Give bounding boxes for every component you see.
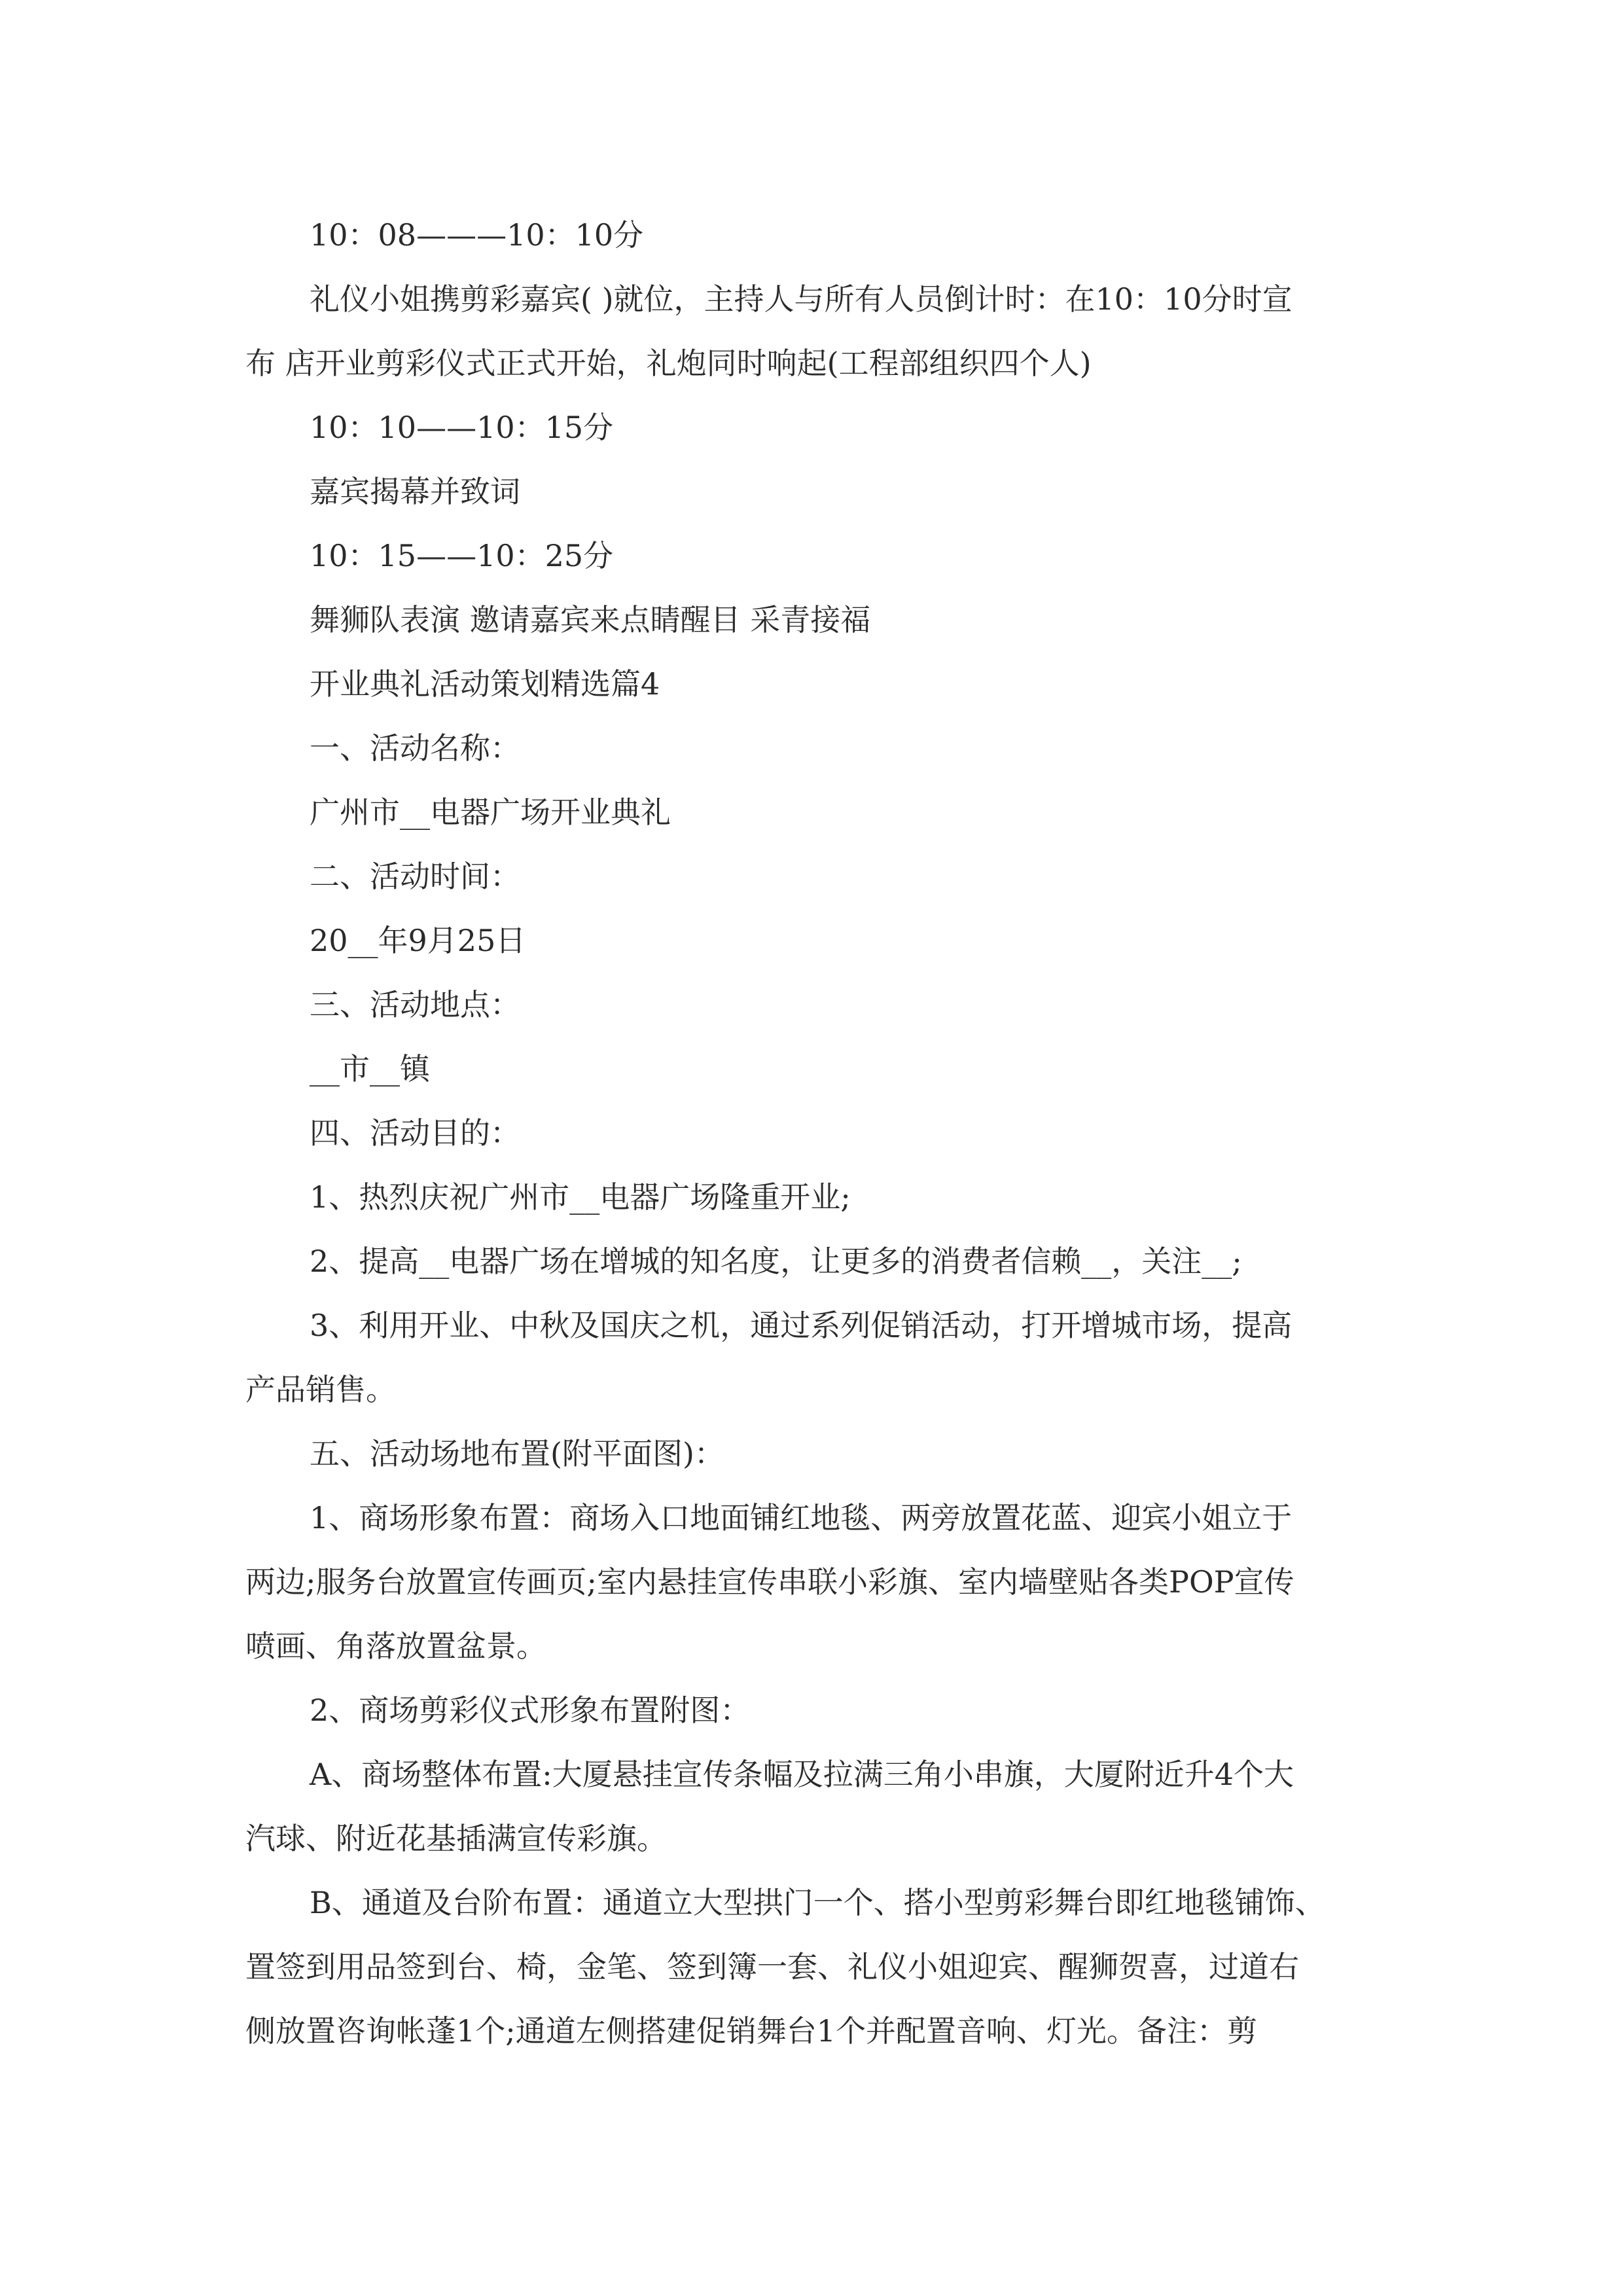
paragraph-line: 侧放置咨询帐蓬1个;通道左侧搭建促销舞台1个并配置音响、灯光。备注：剪 <box>245 2013 1258 2049</box>
list-item: 1、热烈庆祝广州市__电器广场隆重开业; <box>310 1179 851 1215</box>
heading-venue-layout: 五、活动场地布置(附平面图)： <box>310 1436 724 1471</box>
schedule-time-1: 10：08———10：10分 <box>310 217 644 253</box>
schedule-time-3: 10：15——10：25分 <box>310 538 614 573</box>
heading-activity-name: 一、活动名称： <box>310 730 520 766</box>
section-title: 开业典礼活动策划精选篇4 <box>310 666 660 702</box>
heading-activity-purpose: 四、活动目的： <box>310 1115 520 1151</box>
list-item: 2、提高__电器广场在增城的知名度，让更多的消费者信赖__，关注__; <box>310 1244 1242 1279</box>
paragraph-line: 20__年9月25日 <box>310 923 526 958</box>
paragraph-line: __市__镇 <box>310 1051 430 1086</box>
list-item: B、通道及台阶布置：通道立大型拱门一个、搭小型剪彩舞台即红地毯铺饰、 <box>310 1885 1325 1920</box>
paragraph-line: 布 店开业剪彩仪式正式开始，礼炮同时响起(工程部组织四个人) <box>245 346 1092 381</box>
list-item: 2、商场剪彩仪式形象布置附图： <box>310 1693 751 1728</box>
paragraph-line: 礼仪小姐携剪彩嘉宾( )就位，主持人与所有人员倒计时：在10：10分时宣 <box>310 281 1293 317</box>
paragraph-line: 广州市__电器广场开业典礼 <box>310 795 671 830</box>
paragraph-line: 两边;服务台放置宣传画页;室内悬挂宣传串联小彩旗、室内墙壁贴各类POP宣传 <box>245 1564 1294 1600</box>
list-item: 3、利用开业、中秋及国庆之机，通过系列促销活动，打开增城市场，提高 <box>310 1308 1293 1343</box>
schedule-time-2: 10：10——10：15分 <box>310 410 614 445</box>
paragraph-line: 舞狮队表演 邀请嘉宾来点睛醒目 采青接福 <box>310 602 871 637</box>
paragraph-line: 置签到用品签到台、椅，金笔、签到簿一套、礼仪小姐迎宾、醒狮贺喜，过道右 <box>245 1949 1299 1984</box>
paragraph-line: 嘉宾揭幕并致词 <box>310 474 520 509</box>
heading-activity-time: 二、活动时间： <box>310 859 520 894</box>
document-body <box>245 203 1381 2063</box>
paragraph-line: 汽球、附近花基插满宣传彩旗。 <box>245 1821 667 1856</box>
paragraph-line: 产品销售。 <box>245 1372 396 1407</box>
heading-activity-location: 三、活动地点： <box>310 987 520 1022</box>
list-item: A、商场整体布置:大厦悬挂宣传条幅及拉满三角小串旗，大厦附近升4个大 <box>310 1757 1294 1792</box>
list-item: 1、商场形象布置：商场入口地面铺红地毯、两旁放置花蓝、迎宾小姐立于 <box>310 1500 1293 1535</box>
paragraph-line: 喷画、角落放置盆景。 <box>245 1628 546 1664</box>
